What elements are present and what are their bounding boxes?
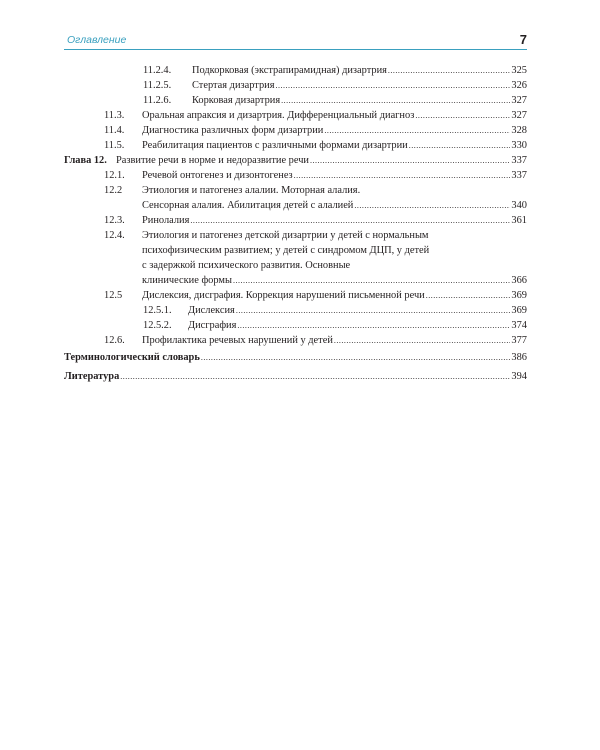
toc-entry[interactable] [64, 109, 527, 123]
toc-number: 12.5.2. [143, 320, 172, 331]
leader-dots [324, 124, 510, 138]
toc-title: Профилактика речевых нарушений у детей [142, 335, 333, 346]
toc-entry[interactable] [64, 334, 527, 348]
header-title: Оглавление [67, 34, 127, 46]
leader-dots [276, 79, 511, 93]
toc-title: с задержкой психического развития. Основные [142, 260, 351, 271]
toc-number: 11.2.6. [143, 95, 172, 106]
toc-number: 11.3. [104, 110, 125, 121]
toc-entry[interactable] [64, 94, 527, 108]
leader-dots [237, 319, 510, 333]
toc-page: 340 [511, 200, 527, 211]
leader-dots [426, 289, 511, 303]
toc-entry-continuation[interactable] [64, 199, 527, 213]
toc-page: 386 [511, 352, 527, 363]
toc-title: Дисграфия [188, 320, 237, 331]
toc-entry[interactable] [64, 319, 527, 333]
toc-number: 12.3. [104, 215, 125, 226]
toc-title: Диагностика различных форм дизартрии [142, 125, 324, 136]
toc-page: 377 [511, 335, 527, 346]
toc-entry[interactable] [64, 289, 527, 303]
leader-dots [415, 109, 510, 123]
toc-page: 325 [511, 65, 527, 76]
toc-number: 12.5 [104, 290, 123, 301]
toc-number: 12.1. [104, 170, 125, 181]
toc-page: 326 [511, 80, 527, 91]
toc-title: психофизическим развитием; у детей с синдромом ДЦП, у детей [142, 245, 430, 256]
toc-chapter-entry[interactable] [64, 154, 527, 168]
leader-dots [409, 139, 511, 153]
toc-number: 11.2.5. [143, 80, 172, 91]
leader-dots [310, 154, 510, 168]
toc-page: 369 [511, 290, 527, 301]
toc-title: Ринолалия [142, 215, 190, 226]
toc-title: Стертая дизартрия [192, 80, 275, 91]
leader-dots [388, 64, 510, 78]
toc-page: 374 [511, 320, 527, 331]
toc-entry[interactable] [64, 184, 527, 198]
leader-dots [354, 199, 510, 213]
toc-page: 328 [511, 125, 527, 136]
running-header [64, 33, 527, 51]
toc-section-entry[interactable] [64, 370, 527, 384]
toc-title: Сенсорная алалия. Абилитация детей с алалией [142, 200, 354, 211]
toc-title: Этиология и патогенез алалии. Моторная алалия. [142, 185, 361, 196]
toc-title: Этиология и патогенез детской дизартрии у детей с нормальным [142, 230, 429, 241]
toc-page: 327 [511, 110, 527, 121]
leader-dots [201, 351, 511, 365]
toc-number: 12.2 [104, 185, 123, 196]
toc-number: 11.2.4. [143, 65, 172, 76]
page-number: 7 [519, 32, 527, 47]
toc-entry[interactable] [64, 139, 527, 153]
toc-entry-continuation [64, 259, 527, 273]
leader-dots [120, 370, 510, 384]
toc-title: Речевой онтогенез и дизонтогенез [142, 170, 293, 181]
toc-title: Дислексия, дисграфия. Коррекция нарушений письменной речи [142, 290, 425, 301]
toc-number: 11.4. [104, 125, 125, 136]
toc-number: 12.4. [104, 230, 125, 241]
toc-entry[interactable] [64, 64, 527, 78]
toc-title: клинические формы [142, 275, 232, 286]
toc-title: Дислексия [188, 305, 235, 316]
toc-entry-continuation [64, 244, 527, 258]
toc-page: 327 [511, 95, 527, 106]
leader-dots [294, 169, 511, 183]
toc-entry[interactable] [64, 304, 527, 318]
toc-entry[interactable] [64, 229, 527, 243]
toc-entry[interactable] [64, 79, 527, 93]
toc-title: Корковая дизартрия [192, 95, 281, 106]
toc-chapter-number: Глава 12. [64, 155, 107, 166]
toc-title: Развитие речи в норме и недоразвитие речи [116, 155, 309, 166]
toc-page: 369 [511, 305, 527, 316]
toc-page: 361 [511, 215, 527, 226]
toc-entry[interactable] [64, 124, 527, 138]
toc-page: 337 [511, 155, 527, 166]
header-rule [64, 49, 527, 50]
toc-page: 330 [511, 140, 527, 151]
leader-dots [233, 274, 510, 288]
leader-dots [236, 304, 511, 318]
toc-title: Реабилитация пациентов с различными формами дизартрии [142, 140, 408, 151]
toc-entry[interactable] [64, 214, 527, 228]
toc-title: Подкорковая (экстрапирамидная) дизартрия [192, 65, 387, 76]
toc-page: 394 [511, 371, 527, 382]
toc-number: 12.6. [104, 335, 125, 346]
leader-dots [334, 334, 511, 348]
toc-page: 337 [511, 170, 527, 181]
toc-page: 366 [511, 275, 527, 286]
toc-entry[interactable] [64, 169, 527, 183]
toc-number: 11.5. [104, 140, 125, 151]
toc-entry-continuation[interactable] [64, 274, 527, 288]
leader-dots [281, 94, 510, 108]
toc-section-entry[interactable] [64, 351, 527, 365]
toc-number: 12.5.1. [143, 305, 172, 316]
leader-dots [190, 214, 510, 228]
toc-section-title: Литература [64, 371, 120, 382]
toc-title: Оральная апраксия и дизартрия. Дифференциальный диагноз [142, 110, 415, 121]
toc-section-title: Терминологический словарь [64, 352, 200, 363]
